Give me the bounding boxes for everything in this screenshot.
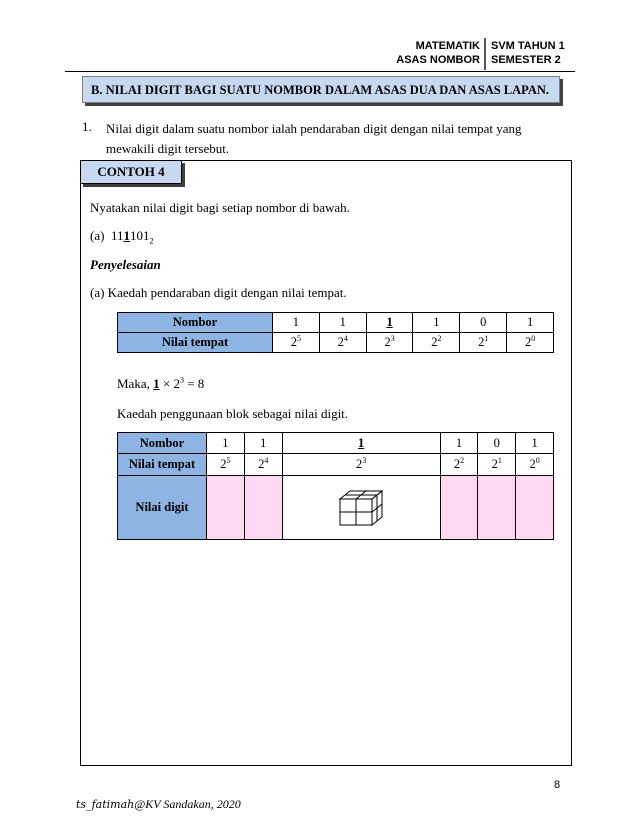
header-course-line1: SVM TAHUN 1	[491, 40, 565, 52]
result-times: × 2	[159, 376, 180, 391]
footer-credit	[76, 797, 241, 812]
digit-value-cell-blocks	[282, 476, 440, 540]
table2-row1-label: Nombor	[118, 433, 207, 454]
header-course	[491, 39, 591, 67]
point-number: 1.	[82, 119, 92, 134]
exponent: 0	[535, 455, 540, 465]
header-subject-line2: ASAS NOMBOR	[396, 54, 480, 66]
example-tab: CONTOH 4	[80, 160, 182, 184]
table2-digit: 0	[478, 433, 516, 454]
method1-text: (a) Kaedah pendaraban digit dengan nilai tempat.	[90, 285, 347, 300]
header-rule	[65, 71, 575, 72]
digit-value-cell	[244, 476, 282, 540]
base: 2	[478, 335, 485, 349]
table1-place-value	[507, 333, 554, 353]
section-title: B. NILAI DIGIT BAGI SUATU NOMBOR DALAM ASAS DUA DAN ASAS LAPAN.	[82, 76, 560, 103]
credit-rest: @KV Sandakan, 2020	[134, 797, 241, 811]
table1-digit-highlight: 1	[366, 313, 413, 333]
table1-digit: 0	[460, 313, 507, 333]
result-suffix: = 8	[183, 376, 205, 391]
header-subject	[380, 39, 480, 67]
base: 2	[529, 457, 536, 471]
method2-text: Kaedah penggunaan blok sebagai nilai digit.	[117, 406, 349, 421]
table1-place-value	[273, 333, 320, 353]
exponent: 5	[226, 455, 231, 465]
header-course-line2: SEMESTER 2	[491, 54, 561, 66]
exponent: 1	[497, 455, 502, 465]
exponent: 4	[264, 455, 269, 465]
base: 2	[431, 335, 438, 349]
exponent: 1	[484, 333, 489, 343]
table2-digit: 1	[440, 433, 478, 454]
table1-digit: 1	[319, 313, 366, 333]
table1-place-value	[413, 333, 460, 353]
table2-row3-label: Nilai digit	[118, 476, 207, 540]
table1-row2-label: Nilai tempat	[118, 333, 273, 353]
base: 2	[337, 335, 344, 349]
table1-digit: 1	[273, 313, 320, 333]
place-value-table	[117, 312, 554, 353]
digit-value-cell	[478, 476, 516, 540]
base: 2	[258, 457, 265, 471]
table2-place-value	[207, 454, 245, 476]
result-exponent: 3	[179, 375, 184, 385]
base: 2	[220, 457, 227, 471]
table2-place-value	[244, 454, 282, 476]
table2-place-value	[516, 454, 554, 476]
point-text: Nilai digit dalam suatu nombor ialah pendaraban digit dengan nilai tempat yang mewakili digit tersebut.	[106, 121, 522, 156]
table1-place-value	[319, 333, 366, 353]
solution-label: Penyelesaian	[90, 257, 161, 272]
table1-digit: 1	[507, 313, 554, 333]
table1-digit: 1	[413, 313, 460, 333]
credit-author: ts_fatimah	[76, 798, 135, 811]
exponent: 2	[437, 333, 442, 343]
number-highlight-digit: 1	[123, 228, 130, 243]
table1-place-value	[460, 333, 507, 353]
table2-place-value	[440, 454, 478, 476]
exponent: 3	[362, 455, 367, 465]
table2-row2-label: Nilai tempat	[118, 454, 207, 476]
number-base: 2	[149, 236, 154, 246]
table2-digit: 1	[207, 433, 245, 454]
table1-row1-label: Nombor	[118, 313, 273, 333]
table1-place-value	[366, 333, 413, 353]
header-subject-line1: MATEMATIK	[415, 40, 480, 52]
exponent: 3	[390, 333, 395, 343]
example-number-line	[90, 228, 153, 246]
exponent: 0	[531, 333, 536, 343]
block-value-table	[117, 432, 554, 540]
table2-digit: 1	[516, 433, 554, 454]
exponent: 4	[343, 333, 348, 343]
exponent: 2	[460, 455, 465, 465]
digit-value-cell	[516, 476, 554, 540]
result-digit: 1	[153, 376, 160, 391]
base: 2	[491, 457, 498, 471]
cube-block-icon	[338, 487, 384, 529]
table2-digit-highlight: 1	[282, 433, 440, 454]
result-prefix: Maka,	[117, 376, 154, 391]
digit-value-cell	[207, 476, 245, 540]
base: 2	[524, 335, 532, 349]
base: 2	[384, 335, 391, 349]
part-label: (a)	[90, 228, 105, 243]
table2-place-value	[282, 454, 440, 476]
table2-place-value	[478, 454, 516, 476]
digit-value-cell	[440, 476, 478, 540]
table2-digit: 1	[244, 433, 282, 454]
example-instruction: Nyatakan nilai digit bagi setiap nombor di bawah.	[90, 200, 350, 215]
result-line	[117, 376, 204, 392]
number-suffix: 101	[129, 228, 150, 243]
base: 2	[355, 457, 363, 471]
page-number: 8	[554, 779, 561, 791]
number-prefix: 11	[110, 228, 124, 243]
base: 2	[453, 457, 461, 471]
header-divider	[484, 38, 486, 70]
exponent: 5	[297, 333, 302, 343]
base: 2	[290, 335, 298, 349]
